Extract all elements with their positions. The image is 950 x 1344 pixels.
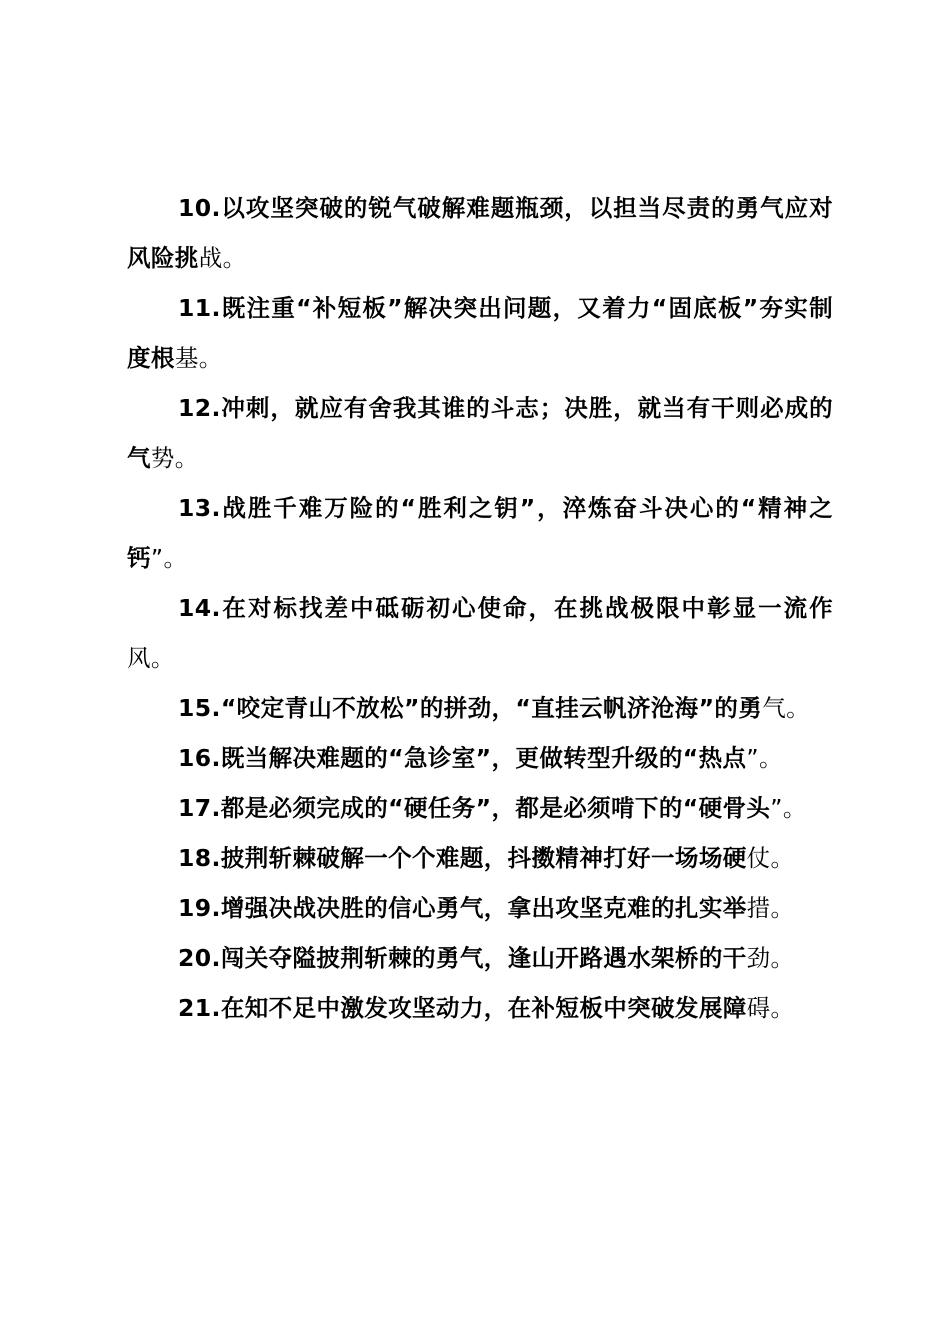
paragraph-ending: 风。 xyxy=(127,644,175,672)
paragraph-11 xyxy=(127,283,833,383)
paragraph-ending: 基。 xyxy=(174,344,223,372)
paragraph-13 xyxy=(127,483,833,583)
paragraph-text: 16.既当解决难题的“急诊室”，更做转型升级的“热点 xyxy=(178,744,747,772)
paragraph-18 xyxy=(127,833,833,883)
paragraph-text: 20.闯关夺隘披荆斩棘的勇气，逢山开路遇水架桥的干 xyxy=(178,944,747,972)
paragraph-17 xyxy=(127,783,833,833)
paragraph-text: 21.在知不足中激发攻坚动力，在补短板中突破发展障 xyxy=(178,994,747,1022)
paragraph-20 xyxy=(127,933,833,983)
paragraph-14 xyxy=(127,583,833,683)
paragraph-ending: ”。 xyxy=(770,794,807,822)
paragraph-10 xyxy=(127,183,833,283)
paragraph-16 xyxy=(127,733,833,783)
paragraph-21 xyxy=(127,983,833,1033)
paragraph-19 xyxy=(127,883,833,933)
paragraph-ending: 碍。 xyxy=(746,994,795,1022)
paragraph-ending: 措。 xyxy=(746,894,795,922)
paragraph-ending: ”。 xyxy=(150,544,188,572)
paragraph-ending: 仗。 xyxy=(746,844,795,872)
paragraph-text: 18.披荆斩棘破解一个个难题，抖擞精神打好一场场硬 xyxy=(178,844,747,872)
paragraph-text: 12.冲刺，就应有舍我其谁的斗志；决胜，就当有干则必成的气 xyxy=(127,394,833,472)
paragraph-ending: 势。 xyxy=(150,444,199,472)
paragraph-ending: 气。 xyxy=(762,694,811,722)
paragraph-text: 10.以攻坚突破的锐气破解难题瓶颈，以担当尽责的勇气应对风险挑 xyxy=(127,194,833,272)
paragraph-text: 13.战胜千难万险的“胜利之钥”，淬炼奋斗决心的“精神之钙 xyxy=(127,494,833,572)
paragraph-text: 11.既注重“补短板”解决突出问题，又着力“固底板”夯实制度根 xyxy=(127,294,833,372)
paragraph-ending: ”。 xyxy=(746,744,783,772)
paragraph-ending: 劲。 xyxy=(746,944,795,972)
paragraph-text: 14.在对标找差中砥砺初心使命，在挑战极限中彰显一流作 xyxy=(178,594,833,622)
paragraph-text: 15.“咬定青山不放松”的拼劲，“直挂云帆济沧海”的勇 xyxy=(178,694,763,722)
paragraph-ending: 战。 xyxy=(198,244,247,272)
paragraph-15 xyxy=(127,683,833,733)
paragraph-text: 17.都是必须完成的“硬任务”，都是必须啃下的“硬骨头 xyxy=(178,794,771,822)
document-body xyxy=(127,183,833,1033)
paragraph-12 xyxy=(127,383,833,483)
paragraph-text: 19.增强决战决胜的信心勇气，拿出攻坚克难的扎实举 xyxy=(178,894,747,922)
